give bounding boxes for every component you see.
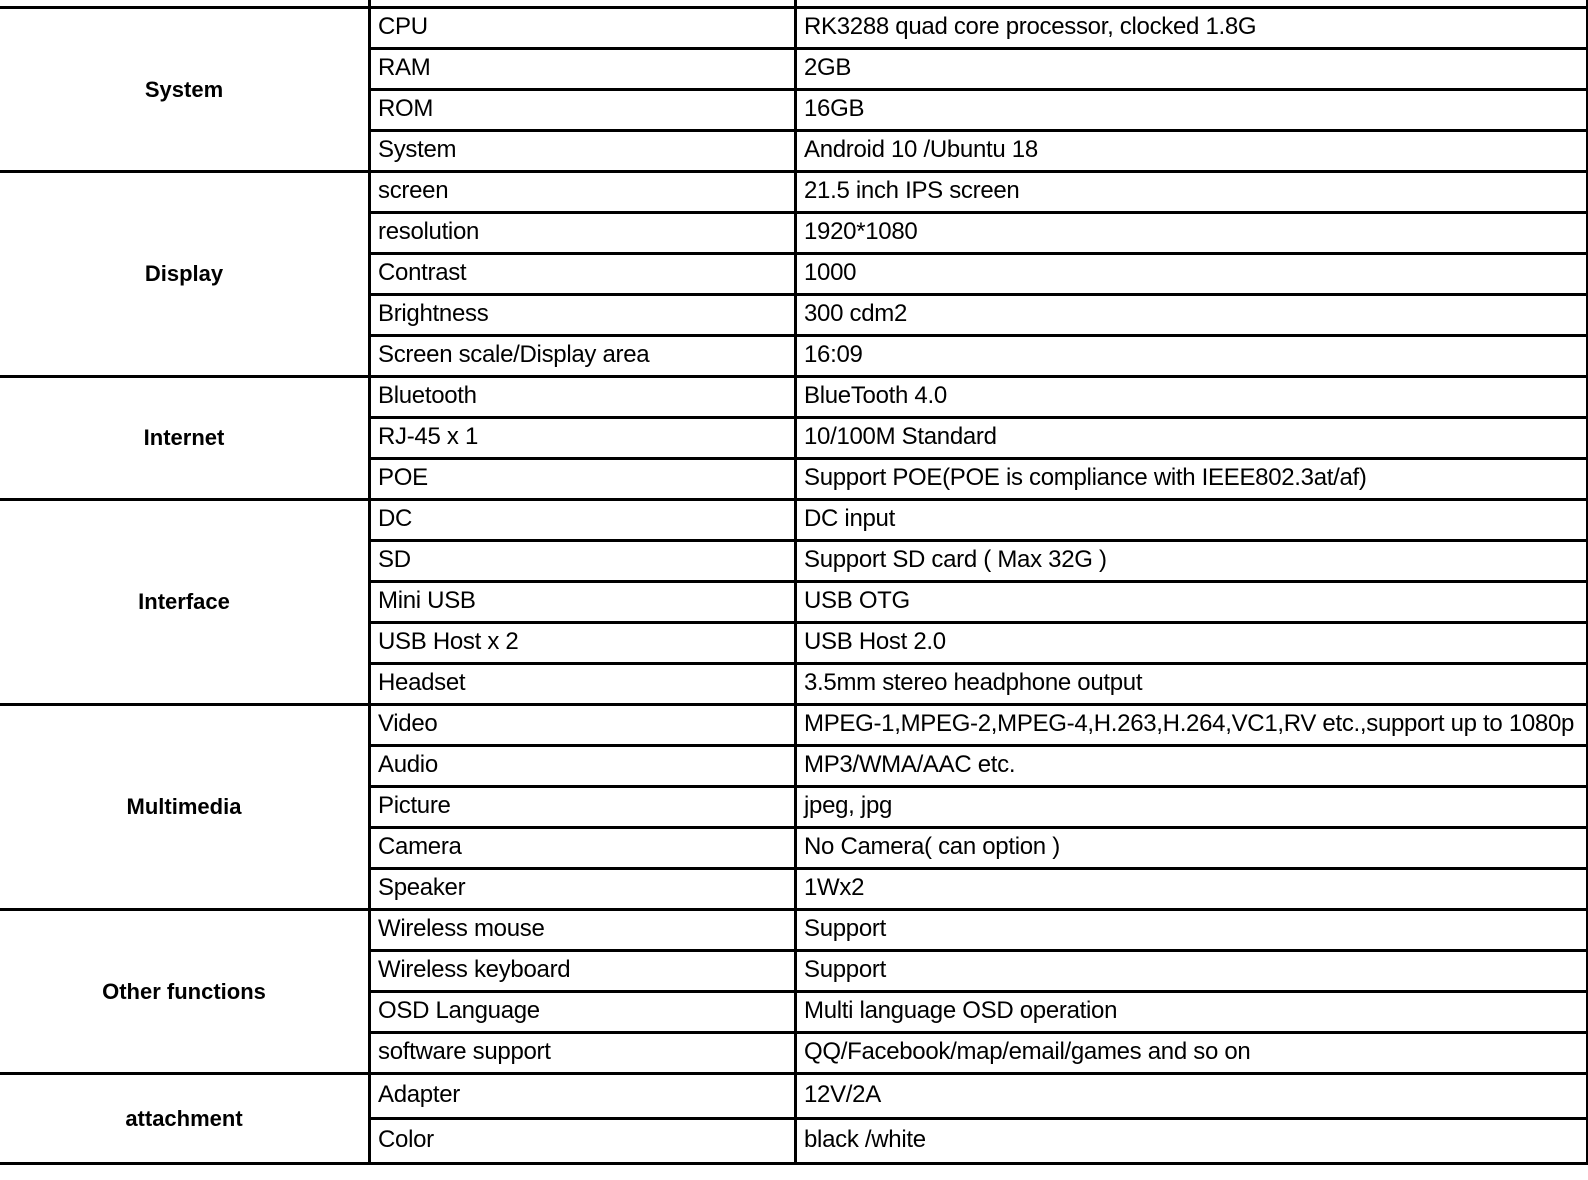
spec-name-cell: Audio [370,746,796,787]
spec-value-cell: 16GB [796,90,1588,131]
spec-value-cell: Support POE(POE is compliance with IEEE802.3at/af) [796,459,1588,500]
cropped-value-cell [796,0,1588,8]
spec-name-cell: OSD Language [370,992,796,1033]
spec-name-cell: Brightness [370,295,796,336]
spec-name-cell: Screen scale/Display area [370,336,796,377]
table-row [0,1074,1588,1119]
spec-value-cell: USB Host 2.0 [796,623,1588,664]
spec-name-cell: SD [370,541,796,582]
spec-name-cell: Wireless mouse [370,910,796,951]
table-row [0,8,1588,49]
spec-value-cell: USB OTG [796,582,1588,623]
spec-name-cell: ROM [370,90,796,131]
spec-value-cell: MP3/WMA/AAC etc. [796,746,1588,787]
spec-value-cell: 21.5 inch IPS screen [796,172,1588,213]
spec-value-cell: Support [796,951,1588,992]
spec-value-cell: 1920*1080 [796,213,1588,254]
spec-name-cell: Contrast [370,254,796,295]
spec-value-cell: DC input [796,500,1588,541]
spec-name-cell: POE [370,459,796,500]
spec-value-cell: Support [796,910,1588,951]
category-cell: System [0,8,370,172]
category-cell: Other functions [0,910,370,1074]
spec-value-cell: 2GB [796,49,1588,90]
category-cell: Multimedia [0,705,370,910]
cropped-category-cell [0,0,370,8]
spec-value-cell: 1Wx2 [796,869,1588,910]
spec-name-cell: Speaker [370,869,796,910]
spec-name-cell: Wireless keyboard [370,951,796,992]
table-row [0,910,1588,951]
table-row [0,500,1588,541]
spec-value-cell: 10/100M Standard [796,418,1588,459]
spec-name-cell: Headset [370,664,796,705]
spec-value-cell: 16:09 [796,336,1588,377]
category-cell: Internet [0,377,370,500]
cropped-item-cell [370,0,796,8]
spec-name-cell: resolution [370,213,796,254]
spec-value-cell: RK3288 quad core processor, clocked 1.8G [796,8,1588,49]
table-row [0,172,1588,213]
spec-name-cell: Picture [370,787,796,828]
spec-value-cell: 12V/2A [796,1074,1588,1119]
category-cell: Display [0,172,370,377]
spec-value-cell: No Camera( can option ) [796,828,1588,869]
cropped-top-row [0,0,1588,8]
spec-name-cell: CPU [370,8,796,49]
spec-value-cell: 300 cdm2 [796,295,1588,336]
table-row [0,377,1588,418]
spec-name-cell: Camera [370,828,796,869]
category-cell: Interface [0,500,370,705]
spec-name-cell: System [370,131,796,172]
spec-value-cell: jpeg, jpg [796,787,1588,828]
spec-value-cell: BlueTooth 4.0 [796,377,1588,418]
spec-name-cell: Mini USB [370,582,796,623]
spec-name-cell: screen [370,172,796,213]
spec-value-cell: 3.5mm stereo headphone output [796,664,1588,705]
spec-name-cell: DC [370,500,796,541]
spec-name-cell: Color [370,1119,796,1164]
spec-name-cell: Bluetooth [370,377,796,418]
spec-name-cell: RAM [370,49,796,90]
spec-value-cell: black /white [796,1119,1588,1164]
category-cell: attachment [0,1074,370,1164]
spec-value-cell: QQ/Facebook/map/email/games and so on [796,1033,1588,1074]
table-row [0,705,1588,746]
spec-value-cell: Support SD card ( Max 32G ) [796,541,1588,582]
spec-name-cell: Adapter [370,1074,796,1119]
spec-name-cell: software support [370,1033,796,1074]
spec-value-cell: Android 10 /Ubuntu 18 [796,131,1588,172]
spec-value-cell: 1000 [796,254,1588,295]
spec-name-cell: Video [370,705,796,746]
spec-value-cell: MPEG-1,MPEG-2,MPEG-4,H.263,H.264,VC1,RV etc.,support up to 1080p [796,705,1588,746]
spec-value-cell: Multi language OSD operation [796,992,1588,1033]
spec-name-cell: RJ-45 x 1 [370,418,796,459]
spec-name-cell: USB Host x 2 [370,623,796,664]
